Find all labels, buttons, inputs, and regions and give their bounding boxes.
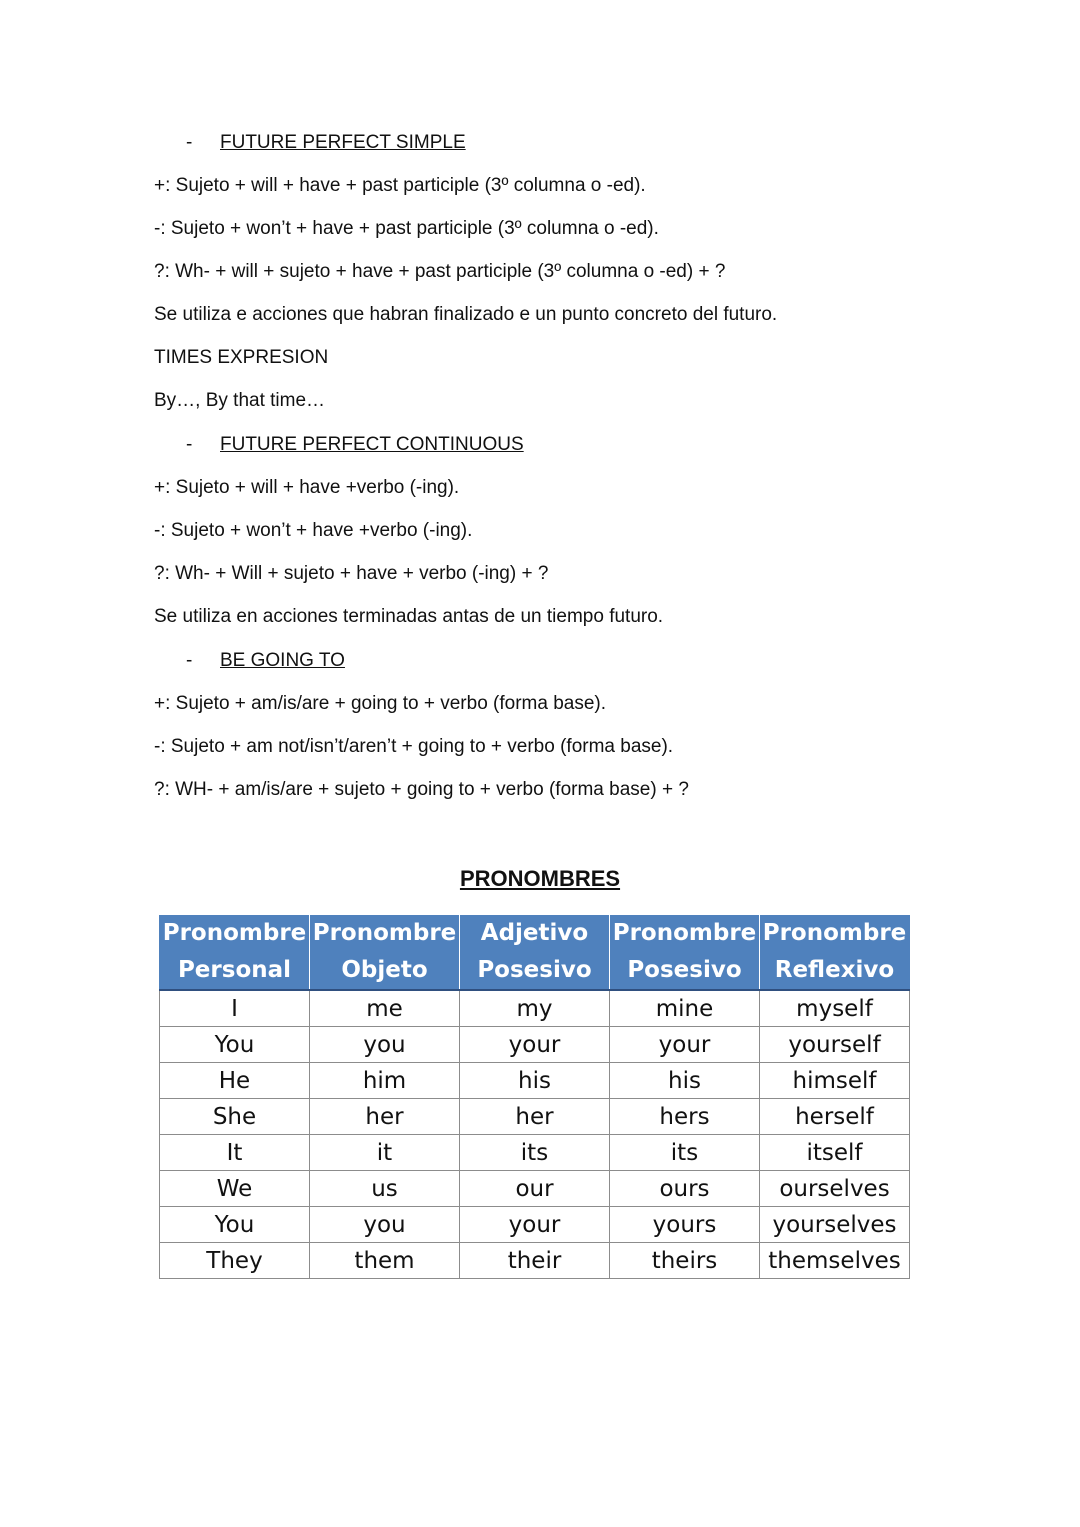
section-heading-future-perfect-continuous bbox=[186, 433, 524, 457]
table-cell: yours bbox=[610, 1207, 760, 1243]
table-row bbox=[160, 990, 910, 1027]
table-cell: his bbox=[460, 1063, 610, 1099]
table-cell: herself bbox=[760, 1099, 910, 1135]
header-pronombre-reflexivo: Pronombre Reflexivo bbox=[760, 915, 910, 990]
table-cell: it bbox=[310, 1135, 460, 1171]
table-cell: You bbox=[160, 1207, 310, 1243]
usage-note: Se utiliza e acciones que habran finalizado e un punto concreto del futuro. bbox=[154, 304, 778, 325]
table-cell: mine bbox=[610, 990, 760, 1027]
table-cell: himself bbox=[760, 1063, 910, 1099]
table-cell: ourselves bbox=[760, 1171, 910, 1207]
table-cell: me bbox=[310, 990, 460, 1027]
list-dash: - bbox=[186, 650, 193, 671]
table-row bbox=[160, 1135, 910, 1171]
table-cell: us bbox=[310, 1171, 460, 1207]
table-cell: theirs bbox=[610, 1243, 760, 1279]
header-pronombre-objeto: Pronombre Objeto bbox=[310, 915, 460, 990]
table-row bbox=[160, 1207, 910, 1243]
negative-structure: -: Sujeto + won’t + have +verbo (-ing). bbox=[154, 520, 473, 541]
question-structure: ?: Wh- + will + sujeto + have + past participle (3º columna o -ed) + ? bbox=[154, 261, 726, 282]
table-cell: myself bbox=[760, 990, 910, 1027]
table-cell: their bbox=[460, 1243, 610, 1279]
section-title: FUTURE PERFECT CONTINUOUS bbox=[220, 434, 524, 455]
negative-structure: -: Sujeto + won’t + have + past participle (3º columna o -ed). bbox=[154, 218, 659, 239]
table-row bbox=[160, 1243, 910, 1279]
header-pronombre-personal: Pronombre Personal bbox=[160, 915, 310, 990]
table-cell: him bbox=[310, 1063, 460, 1099]
table-cell: I bbox=[160, 990, 310, 1027]
affirmative-structure: +: Sujeto + will + have +verbo (-ing). bbox=[154, 477, 460, 498]
table-cell: your bbox=[460, 1207, 610, 1243]
table-cell: our bbox=[460, 1171, 610, 1207]
section-heading-be-going-to bbox=[186, 649, 345, 673]
list-dash: - bbox=[186, 132, 193, 153]
section-heading-future-perfect-simple bbox=[186, 131, 466, 155]
table-cell: hers bbox=[610, 1099, 760, 1135]
table-row bbox=[160, 1099, 910, 1135]
table-cell: ours bbox=[610, 1171, 760, 1207]
question-structure: ?: WH- + am/is/are + sujeto + going to + verbo (forma base) + ? bbox=[154, 779, 689, 800]
section-title: BE GOING TO bbox=[220, 650, 345, 671]
question-structure: ?: Wh- + Will + sujeto + have + verbo (-ing) + ? bbox=[154, 563, 549, 584]
table-cell: your bbox=[610, 1027, 760, 1063]
table-cell: them bbox=[310, 1243, 460, 1279]
table-header-row bbox=[160, 915, 910, 990]
table-row bbox=[160, 1027, 910, 1063]
list-dash: - bbox=[186, 434, 193, 455]
table-row bbox=[160, 1063, 910, 1099]
table-cell: your bbox=[460, 1027, 610, 1063]
table-cell: He bbox=[160, 1063, 310, 1099]
table-cell: its bbox=[460, 1135, 610, 1171]
table-cell: you bbox=[310, 1207, 460, 1243]
table-title: PRONOMBRES bbox=[459, 866, 621, 891]
table-cell: yourselves bbox=[760, 1207, 910, 1243]
table-cell: his bbox=[610, 1063, 760, 1099]
affirmative-structure: +: Sujeto + am/is/are + going to + verbo (forma base). bbox=[154, 693, 607, 714]
table-cell: yourself bbox=[760, 1027, 910, 1063]
negative-structure: -: Sujeto + am not/isn’t/aren’t + going to + verbo (forma base). bbox=[154, 736, 674, 757]
time-expressions-label: TIMES EXPRESION bbox=[154, 347, 329, 368]
table-cell: her bbox=[460, 1099, 610, 1135]
affirmative-structure: +: Sujeto + will + have + past participle (3º columna o -ed). bbox=[154, 175, 646, 196]
pronouns-table bbox=[159, 915, 910, 1279]
table-cell: We bbox=[160, 1171, 310, 1207]
table-cell: They bbox=[160, 1243, 310, 1279]
section-title: FUTURE PERFECT SIMPLE bbox=[220, 132, 466, 153]
table-cell: my bbox=[460, 990, 610, 1027]
table-row bbox=[160, 1171, 910, 1207]
table-cell: you bbox=[310, 1027, 460, 1063]
table-cell: It bbox=[160, 1135, 310, 1171]
header-pronombre-posesivo: Pronombre Posesivo bbox=[610, 915, 760, 990]
table-cell: itself bbox=[760, 1135, 910, 1171]
table-cell: She bbox=[160, 1099, 310, 1135]
table-cell: You bbox=[160, 1027, 310, 1063]
table-cell: her bbox=[310, 1099, 460, 1135]
usage-note: Se utiliza en acciones terminadas antas de un tiempo futuro. bbox=[154, 606, 664, 627]
table-cell: its bbox=[610, 1135, 760, 1171]
header-adjetivo-posesivo: Adjetivo Posesivo bbox=[460, 915, 610, 990]
table-cell: themselves bbox=[760, 1243, 910, 1279]
time-expressions: By…, By that time… bbox=[154, 390, 326, 411]
